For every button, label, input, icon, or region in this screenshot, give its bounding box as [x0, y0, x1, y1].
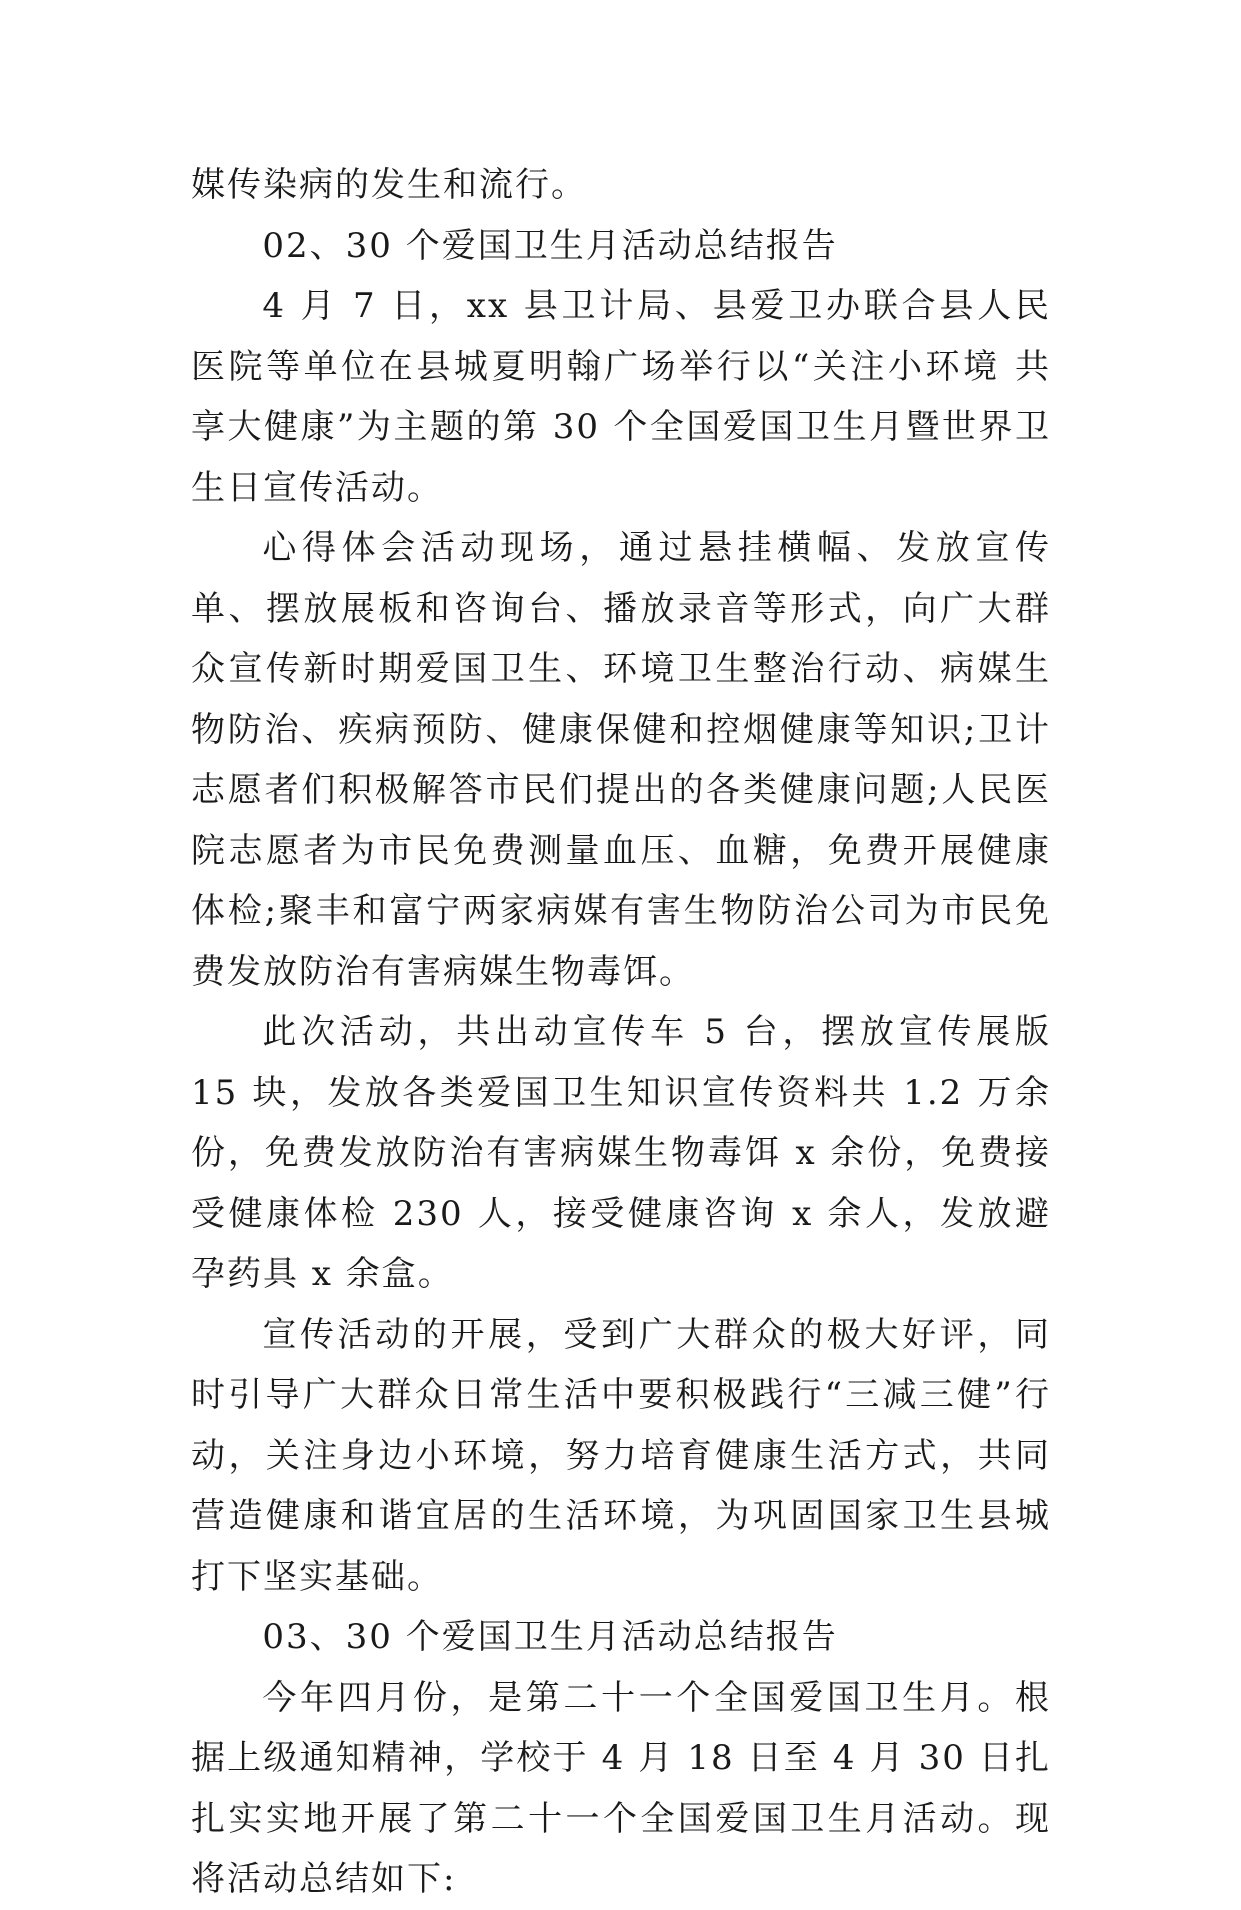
paragraph-event-intro: 4 月 7 日，xx 县卫计局、县爱卫办联合县人民医院等单位在县城夏明翰广场举行以“关注小环境 共享大健康”为主题的第 30 个全国爱国卫生月暨世界卫生日宣传活动。: [191, 286, 1051, 508]
paragraph-event-impact: 宣传活动的开展，受到广大群众的极大好评，同时引导广大群众日常生活中要积极践行“三减三健”行动，关注身边小环境，努力培育健康生活方式，共同营造健康和谐宜居的生活环境，为巩固国家卫生县城打下坚实基础。: [191, 1314, 1051, 1597]
section-heading-03: 03、30 个爱国卫生月活动总结报告: [262, 1617, 838, 1657]
paragraph-event-details: 心得体会活动现场，通过悬挂横幅、发放宣传单、摆放展板和咨询台、播放录音等形式，向广大群众宣传新时期爱国卫生、环境卫生整治行动、病媒生物防治、疾病预防、健康保健和控烟健康等知识;卫计志愿者们积极解答市民们提出的各类健康问题;人民医院志愿者为市民免费测量血压、血糖，免费开展健康体检;聚丰和富宁两家病媒有害生物防治公司为市民免费发放防治有害病媒生物毒饵。: [191, 528, 1051, 992]
document-body: [191, 155, 1051, 1910]
section-heading-02: 02、30 个爱国卫生月活动总结报告: [262, 225, 838, 266]
paragraph-continuation: 媒传染病的发生和流行。: [191, 165, 587, 205]
paragraph-event-stats: 此次活动，共出动宣传车 5 台，摆放宣传展版 15 块，发放各类爱国卫生知识宣传资料共 1.2 万余份，免费发放防治有害病媒生物毒饵 x 余份，免费接受健康体检 230 人，接受健康咨询 x 余人，发放避孕药具 x 余盒。: [191, 1012, 1051, 1294]
paragraph-school-intro: 今年四月份，是第二十一个全国爱国卫生月。根据上级通知精神，学校于 4 月 18 日至 4 月 30 日扎扎实实地开展了第二十一个全国爱国卫生月活动。现将活动总结如下:: [191, 1677, 1051, 1899]
